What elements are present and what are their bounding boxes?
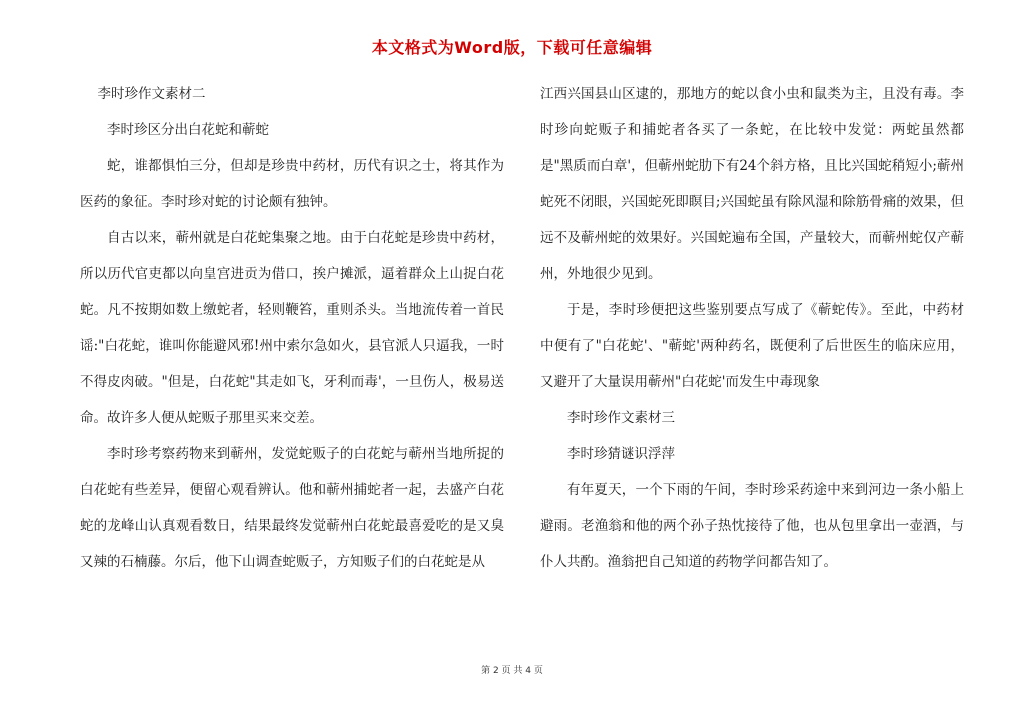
section-subtitle: 李时珍猜谜识浮萍 — [567, 446, 675, 462]
paragraph: 自古以来，蕲州就是白花蛇集聚之地。由于白花蛇是珍贵中药材，所以历代官吏都以向皇宫进贡为借口，挨户摊派，逼着群众上山捉白花蛇。凡不按期如数上缴蛇者，轻则鞭笞，重则杀头。当地流传着一首民谣:"白花蛇，谁叫你能避风邪!州中索尔急如火，县官派人只逼我，一时不得皮肉破。"但是，白花蛇"其走如飞，牙利而毒'，一旦伤人，极易送命。故许多人便从蛇贩子那里买来交差。 — [80, 230, 504, 426]
download-banner: 本文格式为Word版，下载可任意编辑 — [371, 38, 653, 57]
paragraph: 李时珍考察药物来到蕲州，发觉蛇贩子的白花蛇与蕲州当地所捉的白花蛇有些差异，便留心观看辨认。他和蕲州捕蛇者一起，去盛产白花蛇的龙峰山认真观看数日，结果最终发觉蕲州白花蛇最喜爱吃的是又臭又辣的石楠藤。尔后，他下山调查蛇贩子，方知贩子们的白花蛇是从 — [80, 446, 504, 570]
section-title: 李时珍作文素材三 — [567, 410, 675, 426]
paragraph: 于是，李时珍便把这些鉴别要点写成了《蕲蛇传》。至此，中药材中便有了"白花蛇'、"蕲蛇'两种药名，既便利了后世医生的临床应用，又避开了大量误用蕲州"白花蛇'而发生中毒现象 — [540, 302, 964, 390]
left-column — [80, 76, 504, 580]
paragraph-continued: 江西兴国县山区逮的，那地方的蛇以食小虫和鼠类为主，且没有毒。李时珍向蛇贩子和捕蛇者各买了一条蛇，在比较中发觉：两蛇虽然都是"黑质而白章'，但蕲州蛇肋下有24个斜方格，且比兴国蛇稍短小;蕲州蛇死不闭眼，兴国蛇死即瞑目;兴国蛇虽有除风湿和除筋骨痛的效果，但远不及蕲州蛇的效果好。兴国蛇遍布全国，产量较大，而蕲州蛇仅产蕲州，外地很少见到。 — [540, 86, 964, 282]
page-number: 第 2 页 共 4 页 — [481, 666, 543, 676]
section-title: 李时珍作文素材二 — [97, 86, 206, 102]
paragraph: 蛇，谁都惧怕三分，但却是珍贵中药材，历代有识之士，将其作为医药的象征。李时珍对蛇的讨论颇有独钟。 — [80, 158, 504, 210]
paragraph: 有年夏天，一个下雨的午间，李时珍采药途中来到河边一条小船上避雨。老渔翁和他的两个孙子热忱接待了他，也从包里拿出一壶酒，与仆人共酌。渔翁把自己知道的药物学问都告知了。 — [540, 482, 964, 570]
section-subtitle: 李时珍区分出白花蛇和蕲蛇 — [107, 122, 269, 138]
right-column — [540, 76, 964, 580]
